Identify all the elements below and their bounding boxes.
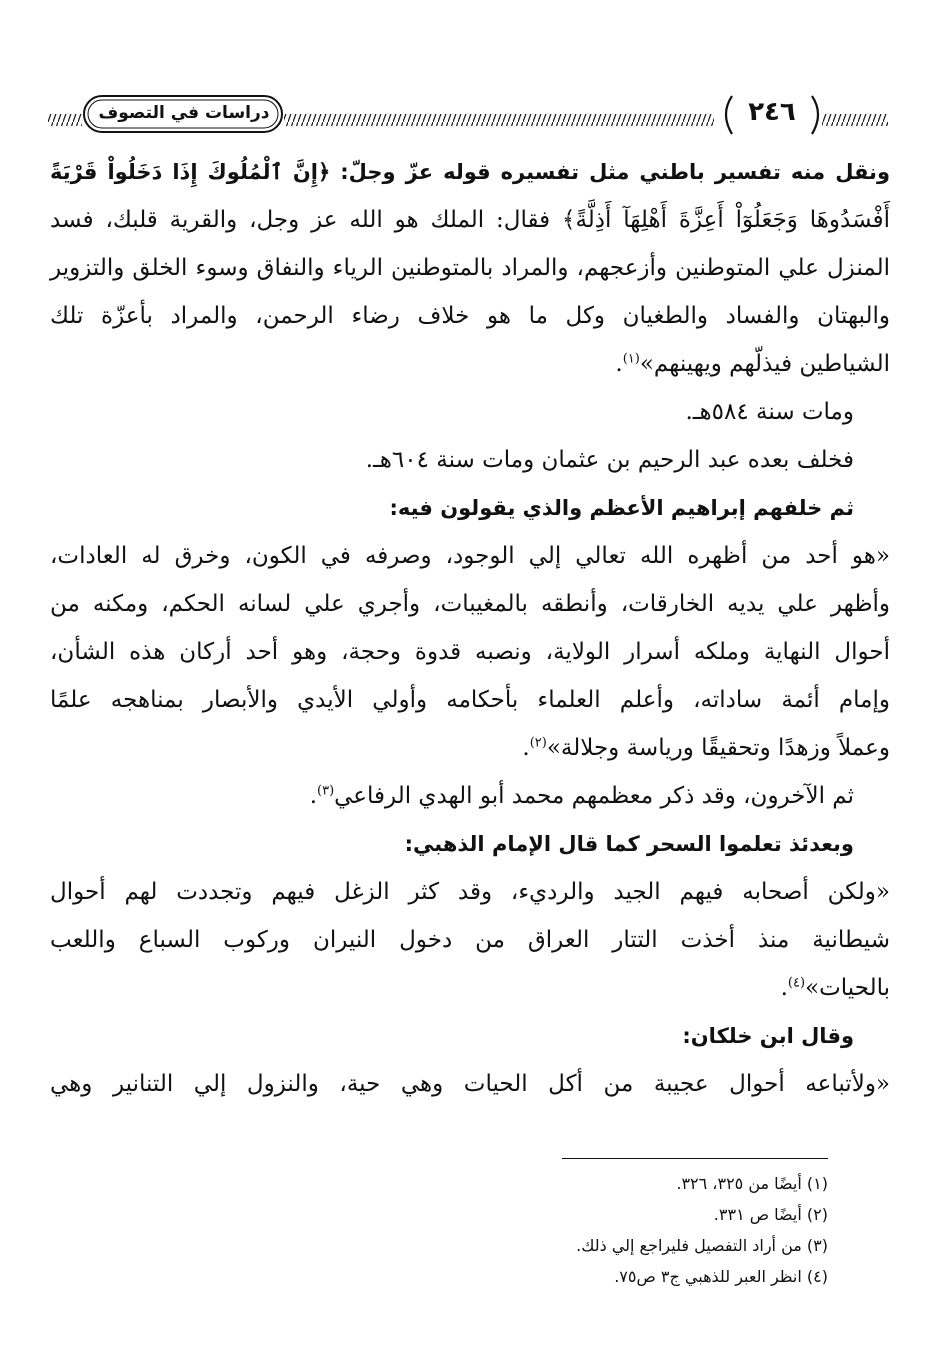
- footnote: (٢) أيضًا ص ٣٣١.: [713, 1205, 828, 1224]
- footnote-ref: (٤): [787, 975, 806, 991]
- body-line: «ولأتباعه أحوال عجيبة من أكل الحيات وهي حية، والنزول إلي التنانير وهي: [50, 1071, 890, 1097]
- body-line: «هو أحد من أظهره الله تعالي إلي الوجود، وصرفه في الكون، وخرق له العادات،: [50, 543, 890, 569]
- body-line: بالحيات»$^{(٤)}$.: [780, 975, 890, 1001]
- section-heading: وقال ابن خلكان:: [682, 1024, 854, 1048]
- body-line: الشياطين فيذلّهم ويهينهم»$^{(١)}$.: [615, 351, 890, 377]
- body-line: «ولكن أصحابه فيهم الجيد والرديء، وقد كثر الزغل فيهم وتجددت لهم أحوال: [50, 879, 890, 905]
- footnote: (٤) انظر العبر للذهبي ج٣ ص٧٥.: [614, 1267, 828, 1286]
- footnote-ref: (١): [622, 351, 640, 367]
- footnote-ref: (٢): [529, 735, 547, 751]
- footnote: (١) أيضًا من ٣٢٥، ٣٢٦.: [676, 1174, 828, 1193]
- footnote-ref: (٣): [317, 783, 335, 799]
- footnotes: [380, 1168, 828, 1292]
- body-line: والبهتان والفساد والطغيان وكل ما هو خلاف رضاء الرحمن، والمراد بأعزّة تلك: [50, 303, 890, 329]
- running-title: دراسات في التصوف: [98, 103, 270, 123]
- footnote-divider: [562, 1158, 828, 1159]
- body-line: ونقل منه تفسير باطني مثل تفسيره قوله عزّ وجلّ: ﴿إِنَّ ٱلْمُلُوكَ إِذَا دَخَلُواْ قَرْيَةً: [50, 160, 890, 184]
- footnote: (٣) من أراد التفصيل فليراجع إلي ذلك.: [576, 1236, 828, 1255]
- body-line: أَفْسَدُوهَا وَجَعَلُوٓاْ أَعِزَّةَ أَهْلِهَآ أَذِلَّةً﴾ فقال: الملك هو الله عز وجل، والقرية قلبك، فسد: [50, 207, 890, 233]
- body-text: [50, 148, 890, 1108]
- body-line: المنزل علي المتوطنين وأزعجهم، والمراد بالمتوطنين الرياء والنفاق وسوء الخلق والتزوير: [50, 255, 890, 281]
- body-line: ثم الآخرون، وقد ذكر معظمهم محمد أبو الهدي الرفاعي$^{(٣)}$.: [309, 783, 854, 809]
- body-line: وإمام أئمة ساداته، وأعلم العلماء بأحكامه وأولي الأيدي والأبصار بمناهجه علمًا: [50, 687, 890, 713]
- body-line: وأظهر علي يديه الخارقات، وأنطقه بالمغيبات، وأجري علي لسانه الحكم، ومكنه من: [50, 591, 890, 617]
- body-line: ومات سنة ٥٨٤هـ.: [685, 399, 854, 425]
- section-heading: وبعدئذ تعلموا السحر كما قال الإمام الذهبي:: [404, 832, 854, 856]
- body-line: وعملاً وزهدًا وتحقيقًا ورياسة وجلالة»$^{(٢)}$.: [522, 735, 890, 761]
- page-number: ٢٤٦: [748, 97, 796, 127]
- body-line: شيطانية منذ أخذت التتار العراق من دخول النيران وركوب السباع واللعب: [50, 927, 890, 953]
- body-line: فخلف بعده عبد الرحيم بن عثمان ومات سنة ٦٠٤هـ.: [365, 447, 854, 473]
- body-line: أحوال النهاية وملكه أسرار الولاية، ونصبه قدوة وحجة، وهو أحد أركان هذه الشأن،: [50, 639, 890, 665]
- section-heading: ثم خلفهم إبراهيم الأعظم والذي يقولون فيه:: [389, 496, 854, 520]
